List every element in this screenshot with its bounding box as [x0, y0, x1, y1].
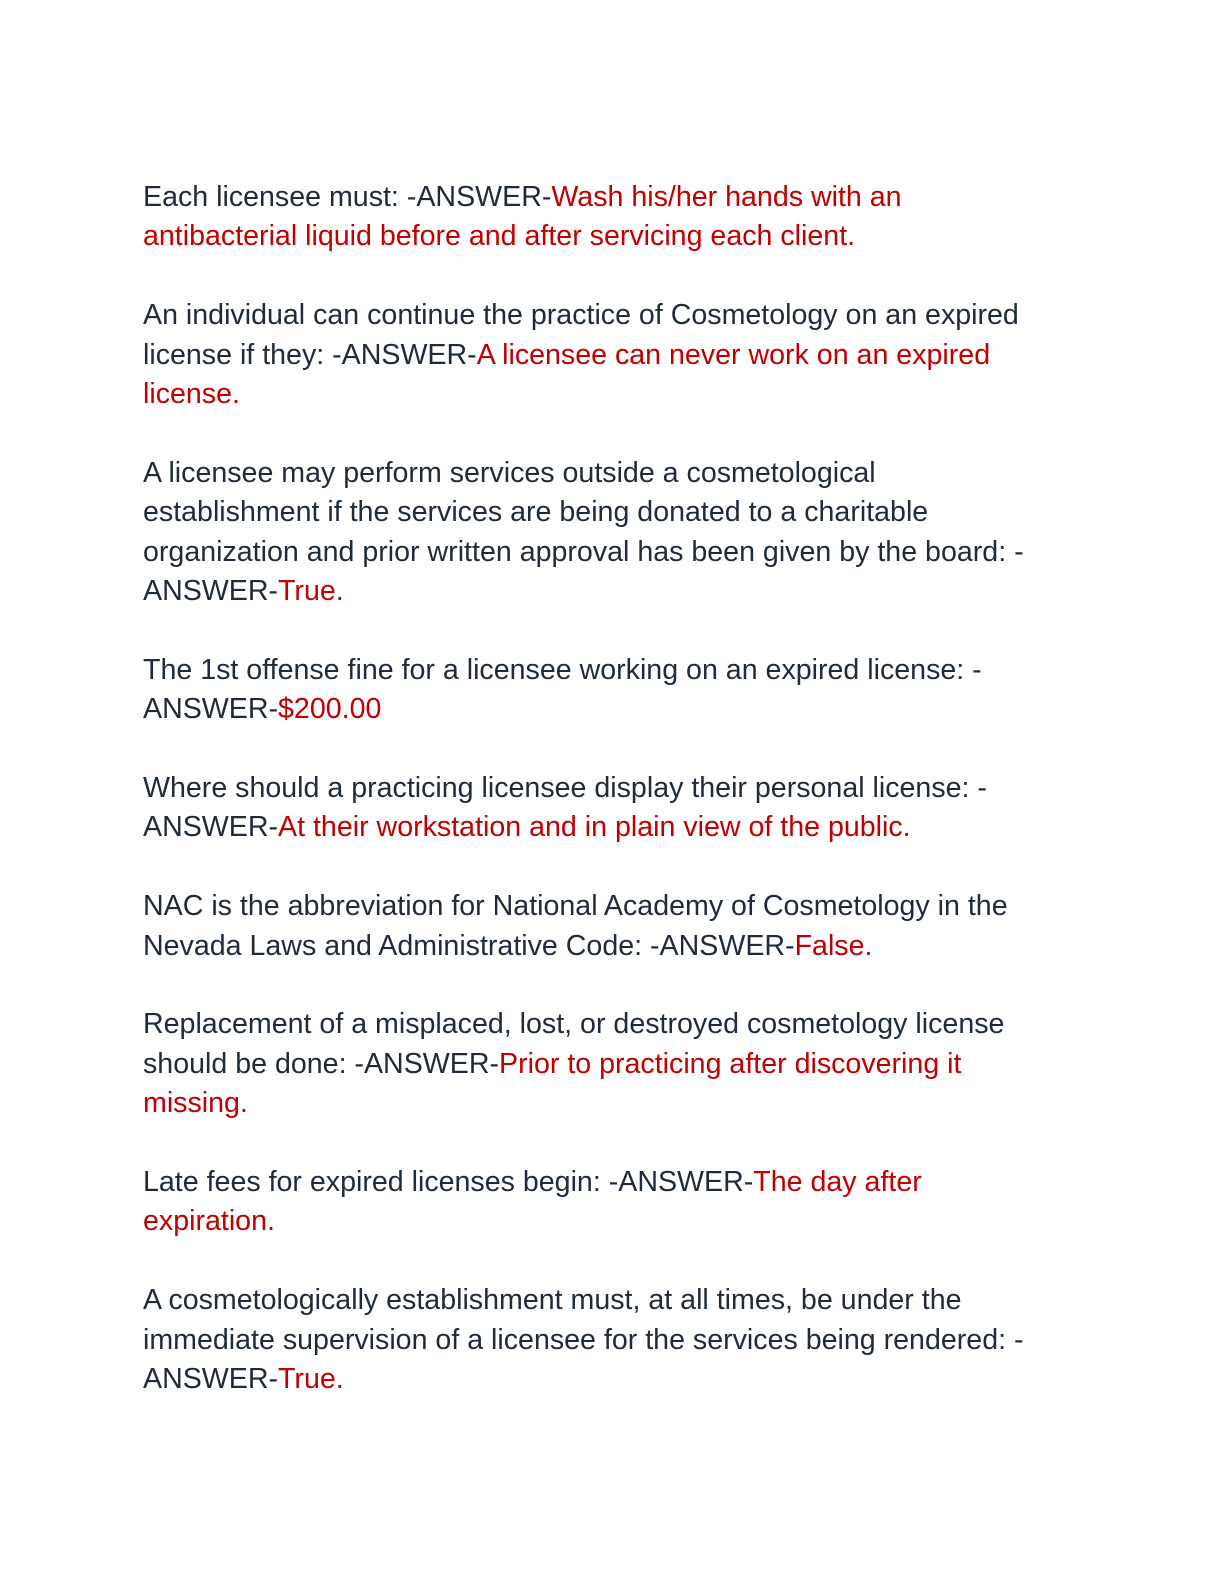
- answer-text: $200.00: [278, 693, 382, 726]
- text-line: [143, 769, 1083, 808]
- answer-text: missing.: [143, 1087, 248, 1120]
- question-text: Replacement of a misplaced, lost, or destroyed cosmetology license: [143, 1008, 1005, 1041]
- answer-text: antibacterial liquid before and after servicing each client.: [143, 220, 856, 253]
- text-line: [143, 533, 1083, 572]
- question-text: license if they: -ANSWER-: [143, 338, 477, 371]
- qa-item: [143, 454, 1083, 612]
- document-page: [143, 178, 1083, 1439]
- answer-text: Prior to practicing after discovering it: [499, 1047, 962, 1080]
- qa-item: [143, 1281, 1083, 1399]
- text-line: [143, 1321, 1083, 1360]
- text-line: [143, 651, 1083, 690]
- text-line: [143, 1084, 1083, 1123]
- text-line: [143, 1202, 1083, 1241]
- question-text: An individual can continue the practice of Cosmetology on an expired: [143, 299, 1019, 332]
- question-text: ANSWER-: [143, 693, 279, 726]
- text-line: [143, 808, 1083, 847]
- answer-text: A licensee can never work on an expired: [476, 338, 991, 371]
- text-line: [143, 336, 1083, 375]
- question-text: A cosmetologically establishment must, at all times, be under the: [143, 1284, 962, 1317]
- text-line: [143, 178, 1083, 217]
- text-line: [143, 1281, 1083, 1320]
- text-line: [143, 572, 1083, 611]
- text-line: [143, 493, 1083, 532]
- answer-text: The day after: [753, 1166, 922, 1199]
- qa-item: [143, 178, 1083, 257]
- text-line: [143, 1360, 1083, 1399]
- answer-text: license.: [143, 378, 240, 411]
- qa-item: [143, 1005, 1083, 1123]
- answer-text: expiration.: [143, 1205, 275, 1238]
- question-text: ANSWER-: [143, 1363, 279, 1396]
- question-text: Where should a practicing licensee display their personal license: -: [143, 772, 987, 805]
- qa-item: [143, 769, 1083, 848]
- text-line: [143, 217, 1083, 256]
- question-text: NAC is the abbreviation for National Academy of Cosmetology in the: [143, 890, 1008, 923]
- question-text: ANSWER-: [143, 811, 279, 844]
- question-text: The 1st offense fine for a licensee working on an expired license: -: [143, 653, 982, 686]
- question-text: Late fees for expired licenses begin: -ANSWER-: [143, 1166, 754, 1199]
- question-text: organization and prior written approval has been given by the board: -: [143, 535, 1024, 568]
- text-line: [143, 927, 1083, 966]
- text-line: [143, 887, 1083, 926]
- answer-text: True.: [278, 1363, 344, 1396]
- answer-text: At their workstation and in plain view of the public.: [278, 811, 911, 844]
- text-line: [143, 296, 1083, 335]
- text-line: [143, 454, 1083, 493]
- text-line: [143, 690, 1083, 729]
- qa-item: [143, 1163, 1083, 1242]
- qa-item: [143, 296, 1083, 414]
- question-text: ANSWER-: [143, 575, 279, 608]
- text-line: [143, 375, 1083, 414]
- text-line: [143, 1005, 1083, 1044]
- question-text: A licensee may perform services outside a cosmetological: [143, 456, 876, 489]
- question-text: establishment if the services are being donated to a charitable: [143, 496, 929, 529]
- question-text: Nevada Laws and Administrative Code: -ANSWER-: [143, 929, 795, 962]
- answer-text: True.: [278, 575, 344, 608]
- qa-item: [143, 651, 1083, 730]
- answer-text: Wash his/her hands with an: [551, 181, 902, 213]
- answer-text: False.: [794, 929, 873, 962]
- question-text: should be done: -ANSWER-: [143, 1047, 499, 1080]
- text-line: [143, 1163, 1083, 1202]
- question-text: immediate supervision of a licensee for the services being rendered: -: [143, 1323, 1024, 1356]
- qa-item: [143, 887, 1083, 966]
- question-text: Each licensee must: -ANSWER-: [143, 181, 552, 213]
- text-line: [143, 1045, 1083, 1084]
